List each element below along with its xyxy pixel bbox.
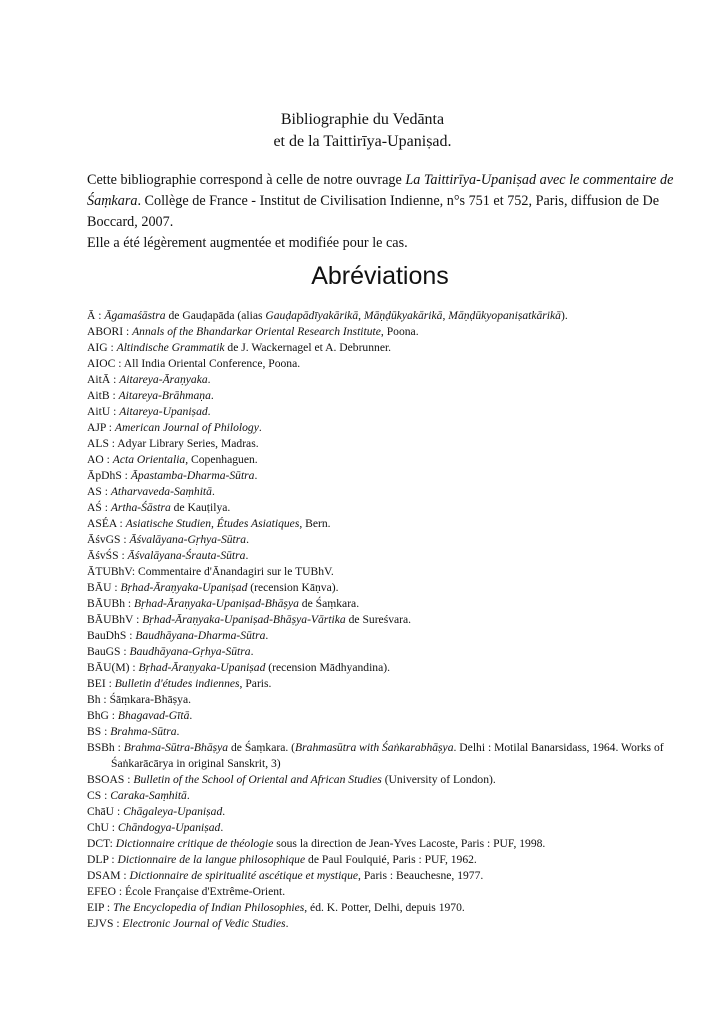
- abbreviation-code: BĀU :: [87, 581, 121, 594]
- abbreviation-title: Artha-Śāstra: [110, 501, 171, 514]
- abbreviation-entry: [87, 388, 692, 404]
- abbreviation-title: Dictionnaire de la langue philosophique: [117, 853, 306, 866]
- abbreviation-text: École Française d'Extrême-Orient.: [125, 885, 286, 898]
- abbreviation-entry: [87, 628, 692, 644]
- abbreviation-text: .: [220, 821, 224, 834]
- abbreviation-text: .: [211, 485, 215, 498]
- intro-text-2: Elle a été légèrement augmentée et modifiée pour le cas.: [87, 235, 408, 251]
- abbreviation-text: (recension Mādhyandina).: [265, 661, 390, 674]
- abbreviation-title: Baudhāyana-Gṛhya-Sūtra: [129, 645, 251, 658]
- abbreviation-text: , Paris : Beauchesne, 1977.: [358, 869, 484, 882]
- abbreviation-entry: [87, 724, 692, 740]
- document-title-line-2: et de la Taittirīya-Upaniṣad.: [273, 133, 452, 150]
- abbreviation-title: Brahma-Sūtra-Bhāṣya: [123, 741, 229, 754]
- abbreviation-entry: [87, 516, 692, 532]
- abbreviation-code: ĀśvGS :: [87, 533, 130, 546]
- abbreviation-title: Chāndogya-Upaniṣad: [117, 821, 221, 834]
- intro-text-before: Cette bibliographie correspond à celle de notre ouvrage: [87, 172, 406, 188]
- abbreviation-entry: [87, 884, 692, 900]
- abbreviation-code: BauDhS :: [87, 629, 136, 642]
- abbreviation-code: EIP :: [87, 901, 113, 914]
- abbreviation-code: BĀUBhV :: [87, 613, 143, 626]
- abbreviation-code: ĀśvŚS :: [87, 549, 128, 562]
- abbreviation-title: Dictionnaire de spiritualité ascétique et mystique: [129, 869, 359, 882]
- intro-paragraph: [87, 170, 677, 254]
- abbreviation-title: Electronic Journal of Vedic Studies: [122, 917, 286, 930]
- abbreviation-code: BSOAS :: [87, 773, 134, 786]
- abbreviation-entry: [87, 420, 692, 436]
- abbreviation-code: AIOC :: [87, 357, 124, 370]
- abbreviation-code: AitĀ :: [87, 373, 120, 386]
- abbreviation-code: BĀUBh :: [87, 597, 135, 610]
- abbreviation-text: , Paris.: [239, 677, 272, 690]
- abbreviation-text: de J. Wackernagel et A. Debrunner.: [224, 341, 392, 354]
- abbreviation-text: .: [285, 917, 289, 930]
- abbreviation-text: .: [250, 645, 254, 658]
- abbreviation-title: Annals of the Bhandarkar Oriental Research Institute: [132, 325, 381, 338]
- abbreviation-entry: [87, 868, 692, 884]
- abbreviation-title: Caraka-Saṃhitā: [110, 789, 187, 802]
- abbreviation-text: de Śaṃkara.: [298, 597, 360, 610]
- abbreviation-title: Aitareya-Āraṇyaka: [119, 373, 208, 386]
- abbreviation-title: Chāgaleya-Upaniṣad: [123, 805, 223, 818]
- abbreviation-entry: [87, 708, 692, 724]
- abbreviation-code: AO :: [87, 453, 113, 466]
- abbreviation-title: Aitareya-Upaniṣad: [119, 405, 208, 418]
- abbreviation-code: AS :: [87, 485, 111, 498]
- abbreviation-entry: [87, 820, 692, 836]
- abbreviation-text: .: [254, 469, 258, 482]
- abbreviation-code: BauGS :: [87, 645, 130, 658]
- abbreviation-entry: [87, 852, 692, 868]
- abbreviation-entry: [87, 740, 692, 772]
- abbreviation-code: BSBh :: [87, 741, 124, 754]
- abbreviation-entry: [87, 500, 692, 516]
- abbreviation-code: CS :: [87, 789, 111, 802]
- abbreviation-title: Bṛhad-Āraṇyaka-Upaniṣad-Bhāṣya-Vārtika: [142, 613, 346, 626]
- intro-book-title: La Taittirīya-Upaniṣad avec le commentaire de Śaṃkara: [87, 172, 674, 209]
- abbreviation-entry: [87, 564, 692, 580]
- abbreviation-code: EJVS :: [87, 917, 123, 930]
- abbreviation-title: Dictionnaire critique de théologie: [115, 837, 274, 850]
- abbreviation-code: BhG :: [87, 709, 118, 722]
- abbreviation-text: ,: [358, 309, 364, 322]
- abbreviation-text: .: [210, 389, 214, 402]
- abbreviation-entry: [87, 788, 692, 804]
- abbreviation-entry: [87, 452, 692, 468]
- abbreviation-title: Altindische Grammatik: [116, 341, 225, 354]
- abbreviation-code: BĀU(M) :: [87, 661, 139, 674]
- abbreviation-entry: [87, 916, 692, 932]
- abbreviation-title: Māṇḍūkyakārikā: [363, 309, 443, 322]
- abbreviation-text: . Delhi : Motilal Banarsidass, 1964. Works of Śaṅkarācārya in original Sanskrit, 3): [111, 741, 664, 770]
- abbreviation-title: Bulletin of the School of Oriental and African Studies: [133, 773, 382, 786]
- abbreviation-code: DCT:: [87, 837, 116, 850]
- abbreviation-text: de Gauḍapāda (alias: [165, 309, 266, 322]
- abbreviation-title: Atharvaveda-Saṃhitā: [110, 485, 212, 498]
- abbreviation-text: sous la direction de Jean-Yves Lacoste, Paris : PUF, 1998.: [273, 837, 546, 850]
- abbreviation-title: Acta Orientalia: [112, 453, 186, 466]
- abbreviation-code: AitB :: [87, 389, 119, 402]
- abbreviation-entry: [87, 308, 692, 324]
- abbreviation-text: de Śaṃkara. (: [228, 741, 296, 754]
- abbreviation-entry: [87, 356, 692, 372]
- abbreviation-entry: [87, 436, 692, 452]
- abbreviation-text: .: [265, 629, 269, 642]
- abbreviation-title: Āśvalāyana-Śrauta-Sūtra: [127, 549, 246, 562]
- abbreviation-entry: [87, 804, 692, 820]
- abbreviation-title: Bṛhad-Āraṇyaka-Upaniṣad: [138, 661, 266, 674]
- abbreviation-text: , Bern.: [299, 517, 331, 530]
- abbreviation-title: Aitareya-Brāhmaṇa: [118, 389, 211, 402]
- abbreviation-text: .: [246, 533, 249, 546]
- abbreviation-title: Māṇḍūkyopaniṣatkārikā: [448, 309, 561, 322]
- abbreviation-title: Āgamaśāstra: [104, 309, 166, 322]
- abbreviation-title: Bhagavad-Gītā: [117, 709, 190, 722]
- abbreviation-text: Śāṃkara-Bhāṣya.: [109, 693, 192, 706]
- abbreviation-title: Āśvalāyana-Gṛhya-Sūtra: [129, 533, 247, 546]
- abbreviation-code: EFEO :: [87, 885, 126, 898]
- abbreviation-text: .: [258, 421, 262, 434]
- abbreviation-text: .: [176, 725, 180, 738]
- abbreviation-entry: [87, 484, 692, 500]
- abbreviation-title: Āpastamba-Dharma-Sūtra: [130, 469, 255, 482]
- abbreviation-code: ABORI :: [87, 325, 133, 338]
- abbreviation-entry: [87, 772, 692, 788]
- abbreviation-title: Brahma-Sūtra: [110, 725, 177, 738]
- abbreviation-code: DSAM :: [87, 869, 130, 882]
- abbreviation-code: DLP :: [87, 853, 118, 866]
- abbreviation-list: [87, 308, 692, 932]
- abbreviation-title: Baudhāyana-Dharma-Sūtra: [135, 629, 266, 642]
- abbreviation-entry: [87, 548, 692, 564]
- abbreviation-code: BEI :: [87, 677, 115, 690]
- abbreviation-code: AŚ :: [87, 501, 111, 514]
- abbreviation-entry: [87, 580, 692, 596]
- abbreviation-code: Bh :: [87, 693, 110, 706]
- abbreviation-code: AJP :: [87, 421, 115, 434]
- abbreviation-code: ChU :: [87, 821, 118, 834]
- abbreviation-entry: [87, 340, 692, 356]
- abbreviation-title: Bulletin d'études indiennes: [114, 677, 240, 690]
- intro-text-after: . Collège de France - Institut de Civilisation Indienne, n°s 751 et 752, Paris, diffusion de De Boccard, 2007.: [87, 193, 660, 230]
- abbreviation-text: de Kauṭilya.: [170, 501, 231, 514]
- abbreviation-text: (recension Kāṇva).: [247, 581, 339, 594]
- abbreviation-title: Brahmasūtra with Śaṅkarabhāṣya: [295, 741, 454, 754]
- abbreviation-text: , Poona.: [380, 325, 419, 338]
- abbreviation-entry: [87, 644, 692, 660]
- abbreviation-text: ).: [560, 309, 568, 322]
- abbreviation-text: .: [207, 373, 211, 386]
- abbreviation-code: ASÉA :: [87, 517, 126, 530]
- abbreviation-text: .: [186, 789, 190, 802]
- abbreviation-code: BS :: [87, 725, 111, 738]
- abbreviation-entry: [87, 532, 692, 548]
- abbreviation-text: .: [245, 549, 249, 562]
- document-title-line-1: Bibliographie du Vedānta: [280, 111, 445, 128]
- abbreviation-entry: [87, 324, 692, 340]
- abbreviation-entry: [87, 836, 692, 852]
- abbreviation-entry: [87, 596, 692, 612]
- abbreviation-text: .: [189, 709, 193, 722]
- abbreviation-text: ,: [442, 309, 449, 322]
- abbreviation-text: de Sureśvara.: [345, 613, 412, 626]
- abbreviation-entry: [87, 660, 692, 676]
- abbreviation-text: , Copenhaguen.: [185, 453, 258, 466]
- abbreviation-text: (University of London).: [381, 773, 496, 786]
- abbreviation-code: ĀpDhS :: [87, 469, 131, 482]
- abbreviation-text: .: [222, 805, 226, 818]
- abbreviation-entry: [87, 404, 692, 420]
- abbreviation-title: Bṛhad-Āraṇyaka-Upaniṣad: [120, 581, 248, 594]
- abbreviation-entry: [87, 900, 692, 916]
- section-heading: Abréviations: [311, 262, 449, 290]
- intro-text-1: [87, 170, 677, 233]
- abbreviation-code: ChāU :: [87, 805, 124, 818]
- abbreviation-entry: [87, 612, 692, 628]
- abbreviation-entry: [87, 468, 692, 484]
- abbreviation-text: , éd. K. Potter, Delhi, depuis 1970.: [304, 901, 465, 914]
- abbreviation-text: Adyar Library Series, Madras.: [117, 437, 259, 450]
- abbreviation-text: Commentaire d'Ānandagiri sur le TUBhV.: [138, 565, 334, 578]
- abbreviation-code: ALS :: [87, 437, 118, 450]
- abbreviation-title: The Encyclopedia of Indian Philosophies: [112, 901, 305, 914]
- abbreviation-code: Ā :: [87, 309, 105, 322]
- abbreviation-code: AIG :: [87, 341, 117, 354]
- abbreviation-title: Gauḍapādīyakārikā: [265, 309, 359, 322]
- abbreviation-entry: [87, 692, 692, 708]
- abbreviation-code: AitU :: [87, 405, 120, 418]
- abbreviation-code: ĀTUBhV:: [87, 565, 138, 578]
- abbreviation-title: Asiatische Studien, Études Asiatiques: [125, 517, 300, 530]
- abbreviation-text: .: [207, 405, 211, 418]
- abbreviation-title: Bṛhad-Āraṇyaka-Upaniṣad-Bhāṣya: [134, 597, 299, 610]
- abbreviation-title: American Journal of Philology: [114, 421, 259, 434]
- abbreviation-entry: [87, 372, 692, 388]
- abbreviation-text: All India Oriental Conference, Poona.: [123, 357, 301, 370]
- abbreviation-entry: [87, 676, 692, 692]
- abbreviation-text: de Paul Foulquié, Paris : PUF, 1962.: [305, 853, 477, 866]
